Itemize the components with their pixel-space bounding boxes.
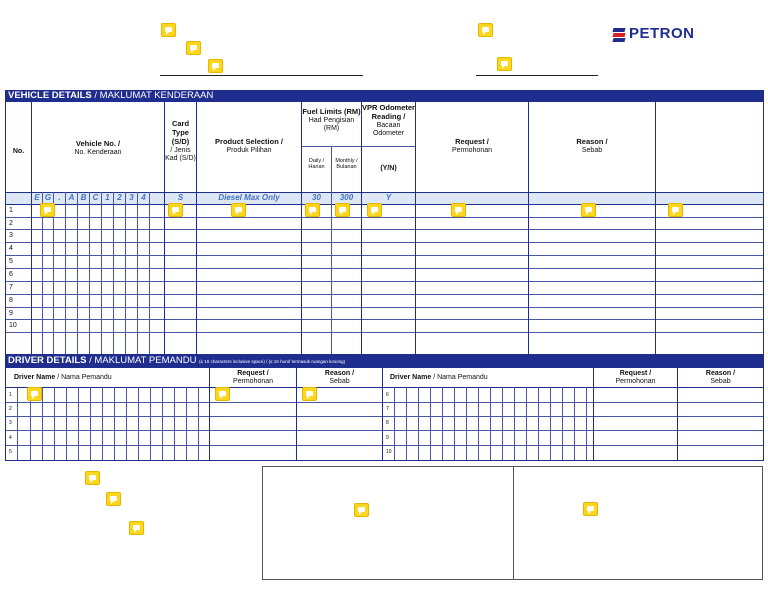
sample-plate-char: 3 — [129, 193, 134, 202]
signature-line — [160, 75, 363, 76]
sample-plate-char: E — [34, 193, 40, 202]
logo-text: PETRON — [629, 25, 695, 42]
sample-plate-char: 4 — [141, 193, 146, 202]
header-request: Request / Permohonan — [451, 137, 493, 154]
driver-reason-header-right: Reason / Sebab — [705, 370, 736, 385]
comment-icon[interactable] — [27, 387, 42, 401]
header-no: No. — [12, 148, 25, 155]
sample-monthly: 300 — [339, 193, 354, 202]
driver-row-number: 7 — [386, 406, 389, 412]
row-number: 3 — [9, 232, 13, 239]
driver-row-number: 6 — [386, 392, 389, 398]
driver-row-number: 2 — [9, 406, 12, 412]
comment-icon[interactable] — [129, 521, 144, 535]
sample-plate-char: 1 — [105, 193, 110, 202]
driver-section-title — [5, 355, 764, 367]
sample-plate-char: B — [80, 193, 87, 202]
comment-icon[interactable] — [497, 57, 512, 71]
comment-icon[interactable] — [478, 23, 493, 37]
driver-row-number: 8 — [386, 420, 389, 426]
comment-icon[interactable] — [40, 203, 55, 217]
vehicle-table — [5, 101, 764, 355]
sample-plate-char: G — [44, 193, 52, 202]
driver-row-number: 5 — [9, 449, 12, 455]
sample-plate-char: . — [58, 193, 61, 202]
comment-icon[interactable] — [106, 492, 121, 506]
petron-logo-mark — [613, 28, 625, 41]
comment-icon[interactable] — [581, 203, 596, 217]
driver-name-header-right: Driver Name / Nama Pemandu — [390, 374, 488, 381]
sample-vpr: Y — [385, 193, 392, 202]
header-card-type: Card Type (S/D) / Jenis Kad (S/D) — [165, 119, 196, 162]
comment-icon[interactable] — [161, 23, 176, 37]
driver-row-number: 10 — [386, 449, 392, 455]
driver-row-number: 9 — [386, 435, 389, 441]
row-number: 6 — [9, 271, 13, 278]
driver-note: (≤ 16 characters inclusive space) / (≤ 16 huruf termasuk ruangan kosong) — [199, 359, 346, 364]
date-line — [476, 75, 598, 76]
comment-icon[interactable] — [583, 502, 598, 516]
comment-icon[interactable] — [186, 41, 201, 55]
sample-plate-char: 2 — [117, 193, 122, 202]
driver-title-bold: DRIVER DETAILS — [8, 355, 87, 366]
comment-icon[interactable] — [354, 503, 369, 517]
header-daily: Daily / Harian — [308, 158, 325, 170]
sample-plate-char: C — [92, 193, 99, 202]
comment-icon[interactable] — [231, 203, 246, 217]
comment-icon[interactable] — [85, 471, 100, 485]
vehicle-title-bold: VEHICLE DETAILS — [8, 90, 92, 101]
driver-reason-header-left: Reason / Sebab — [324, 370, 355, 385]
row-number: 5 — [9, 258, 13, 265]
row-number: 4 — [9, 245, 13, 252]
comment-icon[interactable] — [451, 203, 466, 217]
row-number: 7 — [9, 284, 13, 291]
driver-table — [5, 367, 764, 461]
row-number: 2 — [9, 220, 13, 227]
header-product: Product Selection / Produk Pilihan — [215, 137, 283, 154]
header-vehicle-no: Vehicle No. / No. Kenderaan — [74, 139, 122, 156]
sample-daily: 30 — [312, 193, 321, 202]
sample-product: Diesel Max Only — [218, 193, 280, 202]
comment-icon[interactable] — [302, 387, 317, 401]
driver-name-header-left: Driver Name / Nama Pemandu — [14, 374, 112, 381]
comment-icon[interactable] — [305, 203, 320, 217]
driver-request-header-right: Request / Permohonan — [615, 370, 656, 385]
header-reason: Reason / Sebab — [576, 137, 608, 154]
row-number: 8 — [9, 297, 13, 304]
sample-plate-char: A — [68, 193, 75, 202]
comment-icon[interactable] — [215, 387, 230, 401]
comment-icon[interactable] — [367, 203, 382, 217]
vehicle-title-rest: / MAKLUMAT KENDERAAN — [91, 90, 214, 101]
row-number: 1 — [9, 207, 13, 214]
row-number: 9 — [9, 310, 13, 317]
header-fuel-limits: Fuel Limits (RM) Had Pengisian (RM) — [302, 107, 361, 132]
signature-box — [262, 466, 514, 580]
comment-icon[interactable] — [668, 203, 683, 217]
header-vpr: VPR Odometer Reading / Bacaan Odometer — [362, 103, 415, 137]
stamp-box — [513, 466, 763, 580]
driver-row-number: 3 — [9, 420, 12, 426]
row-number: 10 — [9, 322, 17, 329]
comment-icon[interactable] — [208, 59, 223, 73]
driver-request-header-left: Request / Permohonan — [232, 370, 274, 385]
driver-row-number: 4 — [9, 435, 12, 441]
comment-icon[interactable] — [168, 203, 183, 217]
header-vpr-yn: (Y/N) — [380, 165, 397, 172]
header-monthly: Monthly / Bulanan — [335, 158, 358, 170]
petron-logo — [613, 25, 703, 47]
driver-title-rest: / MAKLUMAT PEMANDU — [86, 355, 197, 366]
comment-icon[interactable] — [335, 203, 350, 217]
driver-row-number: 1 — [9, 392, 12, 398]
sample-card-type: S — [177, 193, 184, 202]
